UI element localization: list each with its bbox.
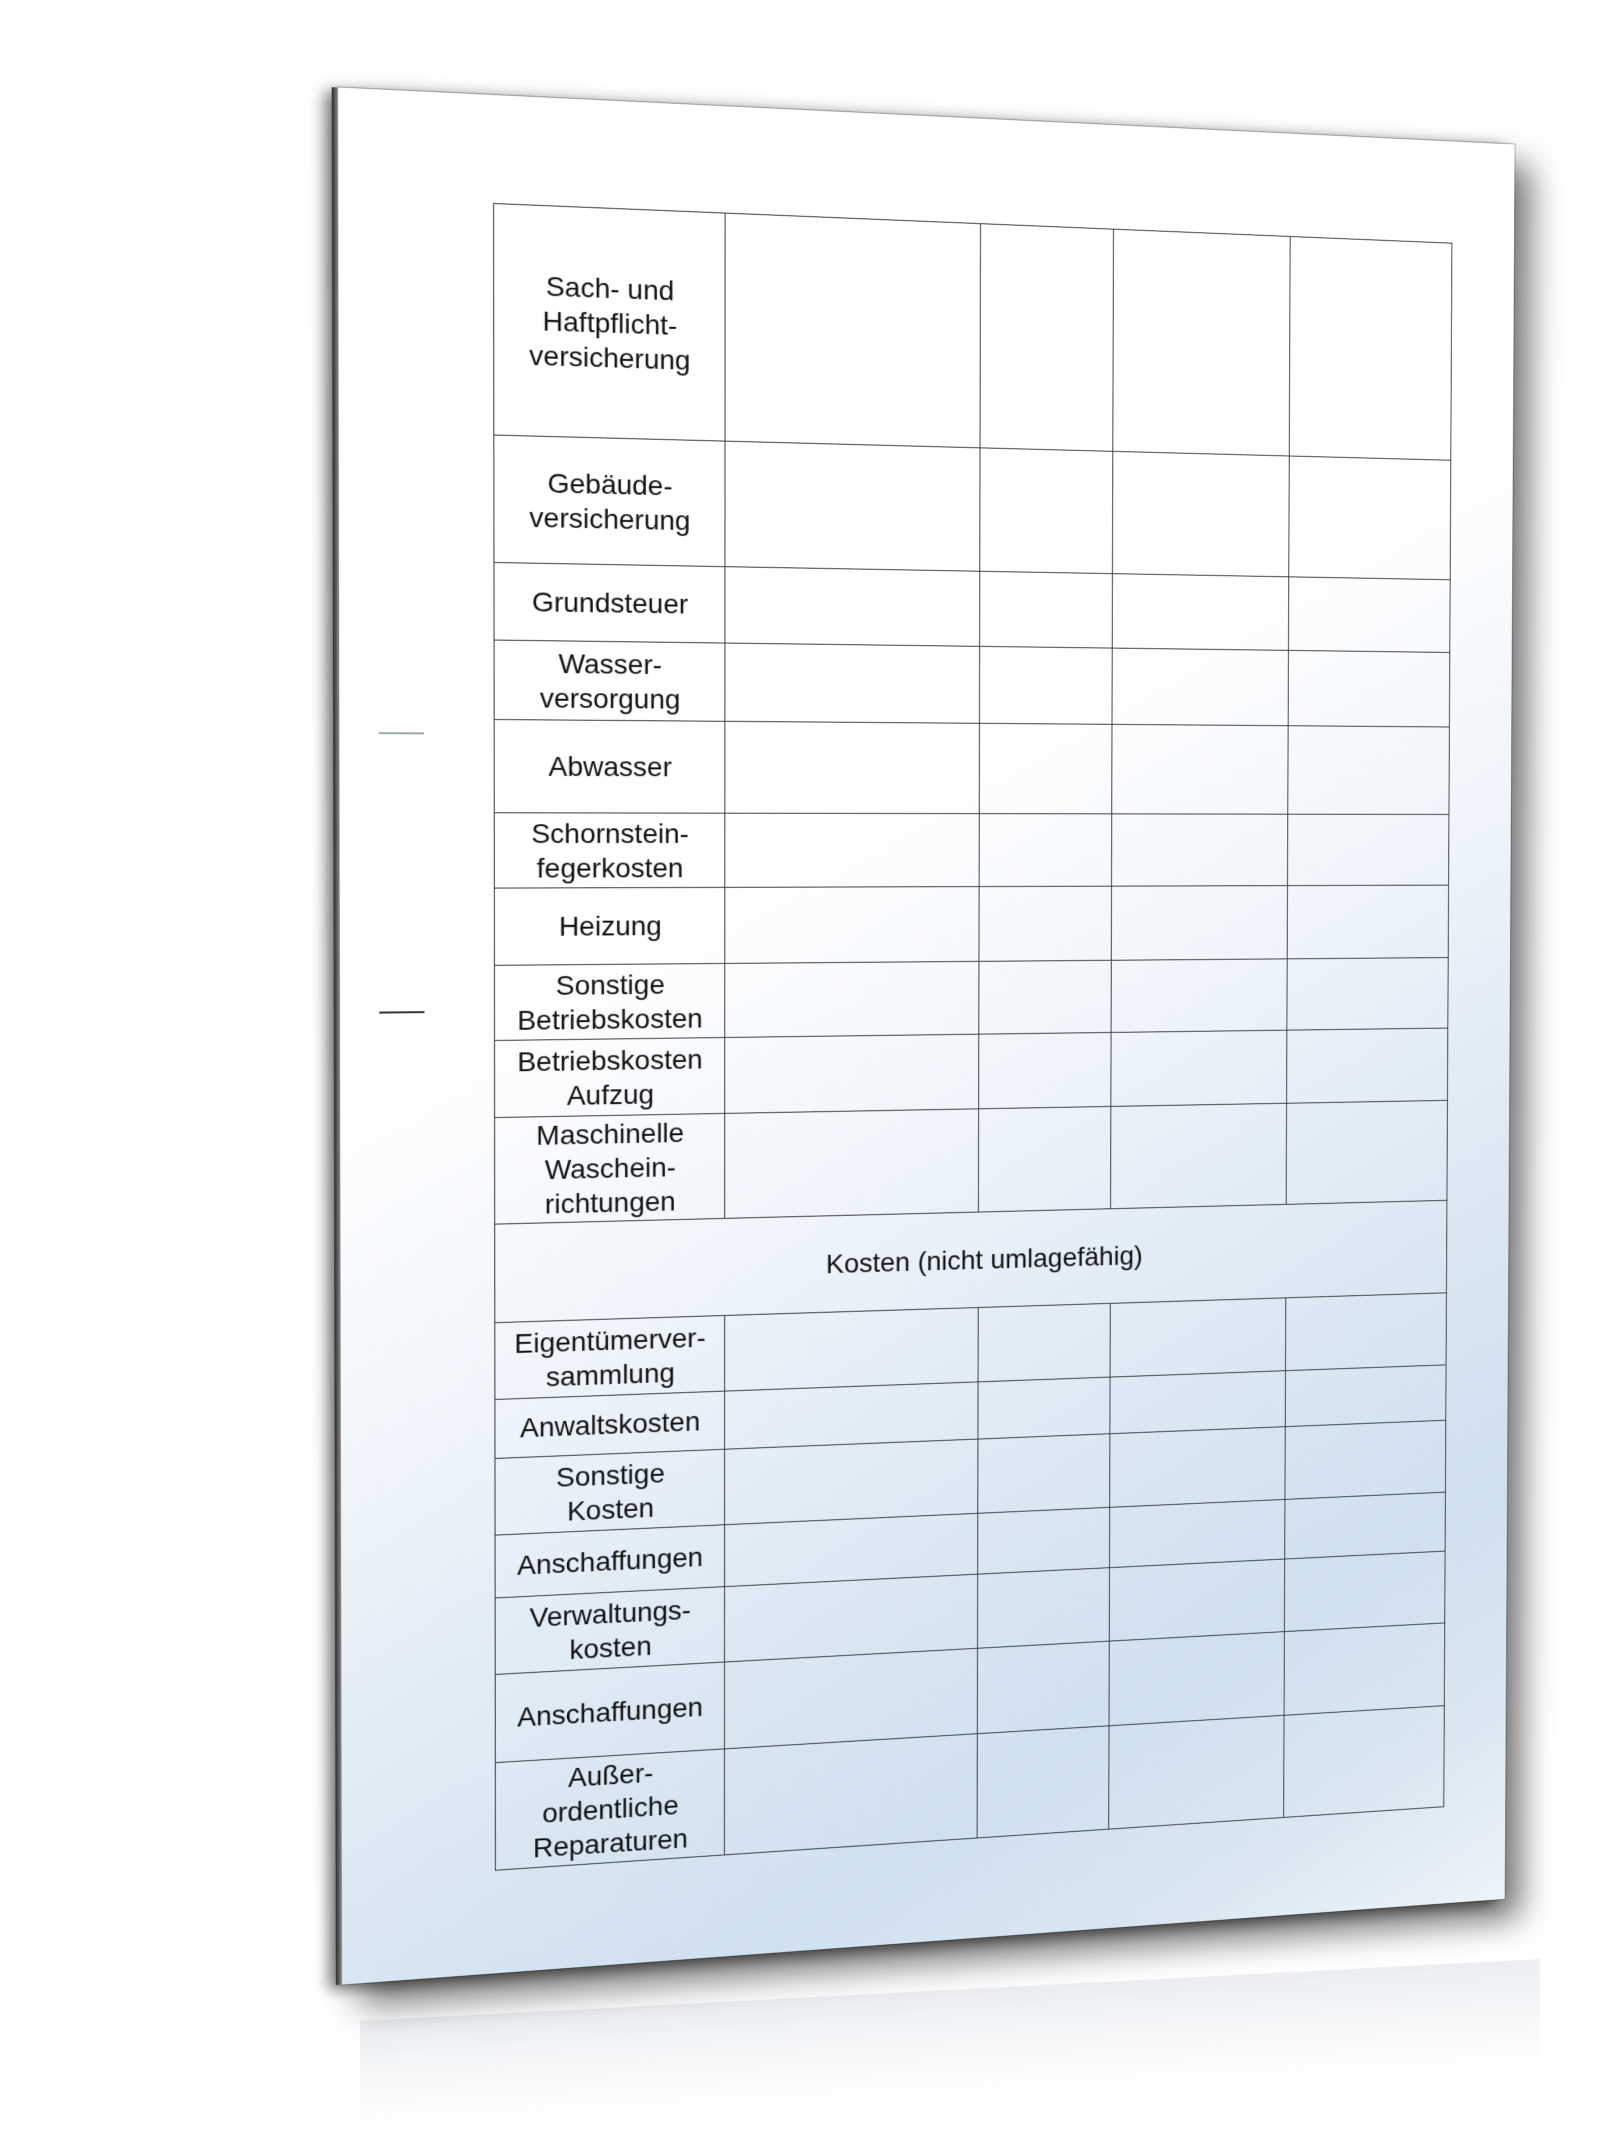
table-cell xyxy=(978,1507,1110,1574)
row-label: Sonstige Betriebskosten xyxy=(494,963,724,1040)
table-cell xyxy=(979,646,1112,724)
table-cell xyxy=(725,961,979,1037)
table-cell xyxy=(1109,1559,1284,1641)
punch-mark xyxy=(379,1011,424,1013)
table-cell xyxy=(1284,1706,1445,1818)
table-cell xyxy=(1285,1293,1446,1371)
table-cell xyxy=(980,448,1113,574)
table-cell xyxy=(1287,1028,1448,1103)
row-label: Anschaffungen xyxy=(495,1525,725,1598)
row-label: Verwaltungs- kosten xyxy=(495,1587,724,1675)
table-cell xyxy=(725,643,980,723)
table-cell xyxy=(978,1106,1110,1212)
row-label: Betriebskosten Aufzug xyxy=(495,1037,725,1117)
table-row xyxy=(494,720,1449,815)
table-cell xyxy=(1287,814,1448,885)
row-label: Maschinelle Waschein- richtungen xyxy=(495,1113,725,1224)
table-cell xyxy=(980,571,1113,648)
row-label: Gebäude- versicherung xyxy=(494,435,725,567)
table-cell xyxy=(1110,1371,1286,1434)
table-cell xyxy=(1111,959,1287,1033)
section-title: Kosten (nicht umlagefähig) xyxy=(495,1200,1447,1322)
row-label: Schornstein- fegerkosten xyxy=(494,813,725,888)
row-label: Anschaffungen xyxy=(495,1662,724,1763)
table-cell xyxy=(1109,1499,1284,1567)
table-cell xyxy=(1288,577,1450,653)
table-cell xyxy=(725,721,980,813)
table-cell xyxy=(1288,726,1450,815)
table-cell xyxy=(978,1377,1110,1439)
table-cell xyxy=(725,1308,979,1392)
table-cell xyxy=(979,960,1111,1034)
table-cell xyxy=(1289,236,1452,460)
table-cell xyxy=(1285,1420,1446,1499)
table-row xyxy=(494,435,1451,580)
table-cell xyxy=(979,814,1112,887)
table-cell xyxy=(725,1439,978,1525)
cost-table xyxy=(493,203,1452,1871)
table-cell xyxy=(1112,724,1288,814)
table-cell xyxy=(1284,1623,1445,1715)
row-label: Grundsteuer xyxy=(494,562,725,643)
table-cell xyxy=(1111,1030,1287,1106)
table-cell xyxy=(1111,886,1287,961)
table-cell xyxy=(1112,451,1289,576)
row-label: Eigentümerver- sammlung xyxy=(495,1315,725,1399)
table-cell xyxy=(725,441,980,571)
table-cell xyxy=(979,886,1112,961)
table-cell xyxy=(1109,1632,1284,1726)
table-cell xyxy=(1285,1492,1446,1559)
table-cell xyxy=(1112,814,1288,886)
table-cell xyxy=(725,213,980,448)
table-cell xyxy=(1109,1715,1284,1829)
table-cell xyxy=(725,887,979,964)
table-cell xyxy=(725,1574,978,1662)
table-cell xyxy=(978,1568,1110,1649)
table-cell xyxy=(725,1109,979,1219)
table-cell xyxy=(978,1434,1110,1514)
page-reflection xyxy=(360,1959,1540,2131)
table-cell xyxy=(725,1034,979,1113)
table-cell xyxy=(1287,958,1448,1031)
table-row xyxy=(494,958,1448,1041)
document-page xyxy=(338,87,1515,1984)
table-row xyxy=(494,885,1448,965)
table-cell xyxy=(1284,1551,1445,1632)
table-cell xyxy=(725,1382,978,1449)
table-cell xyxy=(977,1726,1109,1838)
table-cell xyxy=(1285,1365,1446,1427)
table-cell xyxy=(1289,456,1451,580)
table-cell xyxy=(977,1641,1109,1734)
table-cell xyxy=(1112,574,1289,651)
table-cell xyxy=(1110,1298,1286,1377)
row-label: Wasser- versorgung xyxy=(494,640,725,721)
table-row xyxy=(494,640,1450,727)
table-cell xyxy=(1110,1427,1286,1508)
row-label: Heizung xyxy=(494,887,724,965)
table-cell xyxy=(724,1648,977,1749)
table-cell xyxy=(978,1303,1110,1382)
table-cell xyxy=(725,813,979,887)
table-cell xyxy=(1113,229,1290,456)
table-cell xyxy=(979,1032,1111,1108)
table-cell xyxy=(1112,648,1288,726)
row-label: Abwasser xyxy=(494,720,725,814)
table-cell xyxy=(1288,650,1450,727)
table-cell xyxy=(1111,1103,1287,1208)
table-row xyxy=(494,813,1449,888)
table-cell xyxy=(1287,885,1448,959)
table-row xyxy=(494,203,1452,460)
table-cell xyxy=(980,224,1113,452)
row-label: Sach- und Haftpflicht- versicherung xyxy=(494,203,726,441)
row-label: Außer- ordentliche Reparaturen xyxy=(495,1749,724,1870)
table-cell xyxy=(979,723,1112,814)
row-label: Anwaltskosten xyxy=(495,1391,725,1458)
table-cell xyxy=(725,567,980,647)
table-cell xyxy=(1286,1100,1447,1204)
fold-mark xyxy=(379,732,424,734)
table-cell xyxy=(724,1734,977,1855)
row-label: Sonstige Kosten xyxy=(495,1449,725,1535)
